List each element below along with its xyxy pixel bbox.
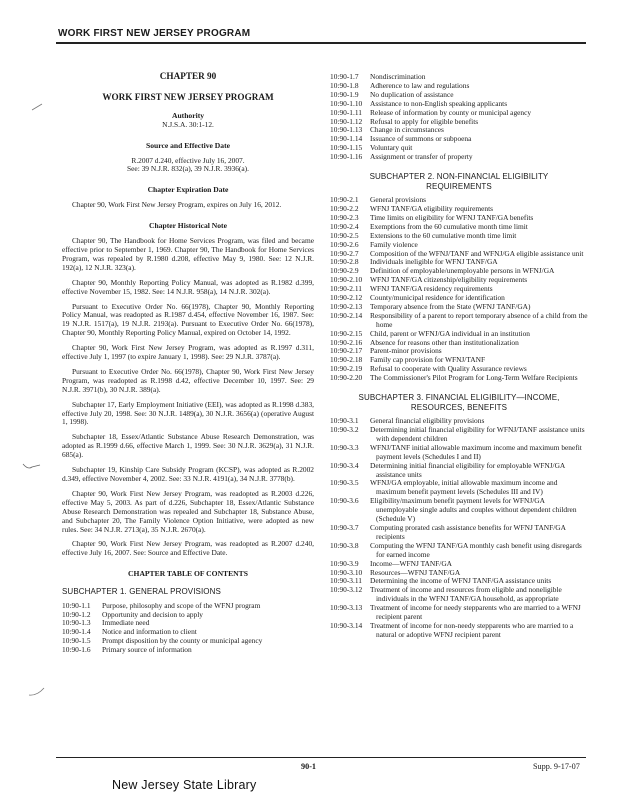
toc-entry-number: 10:90-1.6 xyxy=(62,645,91,655)
toc-entry-title: Resources—WFNJ TANF/GA xyxy=(370,567,461,577)
authority-heading: Authority xyxy=(171,110,205,120)
toc-entry-number: 10:90-1.7 xyxy=(330,72,359,81)
toc-entry-title: Refusal to cooperate with Quality Assurance reviews xyxy=(370,364,527,374)
expiration-text: Chapter 90, Work First New Jersey Program, expires on July 16, 2012. xyxy=(72,200,282,210)
toc-entry-title: Opportunity and decision to apply xyxy=(102,609,203,619)
chapter-title: CHAPTER 90 xyxy=(159,71,217,81)
history-paragraph: Pursuant to Executive Order No. 66(1978), Chapter 90, Monthly Reporting Policy Manual, was readopted as R.1987 d.454, effective November 16, 1987. See: 19 N.J.R. 1517(a), 19 N.J.R. 2193(a). Pursuant to Executive Order No. 66(1978), Chapter 90, Monthly Reporting Policy Manual, expired on October 14, 1992. xyxy=(62,301,314,338)
history-heading: Chapter Historical Note xyxy=(149,221,227,231)
toc-entry-number: 10:90-2.16 xyxy=(330,337,363,347)
toc-entry-number: 10:90-2.11 xyxy=(330,284,362,294)
toc-entry-number: 10:90-1.4 xyxy=(62,627,91,637)
history-paragraph: Pursuant to Executive Order No. 66(1978), Chapter 90, Work First New Jersey Program, was readopted as R.1998 d.42, effective December 10, 1997. See: 29 N.J.R. 3971(b), 30 N.J.R. 389(a). xyxy=(62,366,314,394)
toc-entry-number: 10:90-1.16 xyxy=(330,152,363,162)
expiration-heading: Chapter Expiration Date xyxy=(147,185,229,195)
toc-entry xyxy=(62,611,314,620)
toc-entry-title: WFNJ/TANF initial allowable maximum income and maximum benefit payment levels (Schedules I and II) xyxy=(370,442,582,461)
toc-entry-number: 10:90-2.3 xyxy=(330,212,359,222)
toc-entry-title: Composition of the WFNJ/TANF and WFNJ/GA eligible assistance unit xyxy=(370,248,584,258)
toc-entry-number: 10:90-2.1 xyxy=(330,195,359,205)
toc-entry-number: 10:90-2.10 xyxy=(330,275,363,285)
toc-entry-title: Treatment of income and resources from eligible and noneligible individuals in the WFNJ TANF/GA household, as appropriate xyxy=(370,585,562,604)
toc-entry-number: 10:90-1.5 xyxy=(62,636,91,646)
toc-entry-title: WFNJ TANF/GA eligibility requirements xyxy=(370,203,494,213)
toc-entry-number: 10:90-1.8 xyxy=(330,80,359,90)
left-column xyxy=(62,70,314,655)
toc-entry-number: 10:90-3.1 xyxy=(330,416,359,426)
history-paragraph: Chapter 90, The Handbook for Home Services Program, was filed and became effective prior to September 1, 1969. Chapter 90, The Handbook for Home Services Program, was repealed by R.1980 d.208, effective May 9, 1980. See: 12 N.J.R. 192(a), 12 N.J.R. 323(a). xyxy=(62,236,314,272)
toc-entry-title: Voluntary quit xyxy=(370,143,413,153)
toc-entry-number: 10:90-2.8 xyxy=(330,257,359,267)
margin-mark-icon xyxy=(22,462,42,472)
subchapter-2-list xyxy=(330,196,588,383)
toc-entry xyxy=(330,135,588,144)
subchapter-1-list xyxy=(62,602,314,655)
toc-entry-title: No duplication of assistance xyxy=(370,89,454,99)
toc-entry-number: 10:90-2.2 xyxy=(330,203,359,213)
toc-entry-number: 10:90-2.6 xyxy=(330,239,359,249)
toc-entry-title: General provisions xyxy=(370,195,427,205)
subchapter-3-heading-line-1: SUBCHAPTER 3. FINANCIAL ELIGIBILITY—INCOME, xyxy=(358,393,560,403)
toc-entry-number: 10:90-3.14 xyxy=(330,620,363,630)
margin-mark-icon xyxy=(28,686,46,698)
toc-entry xyxy=(330,586,588,604)
toc-entry-number: 10:90-3.7 xyxy=(330,522,359,532)
toc-entry-number: 10:90-2.19 xyxy=(330,364,363,374)
toc-entry-number: 10:90-1.14 xyxy=(330,134,363,144)
toc-entry-title: Determining initial financial eligibility for employable WFNJ/GA assistance units xyxy=(370,460,565,479)
subchapter-3-list xyxy=(330,417,588,640)
toc-entry-title: Issuance of summons or subpoena xyxy=(370,134,472,144)
toc-entry-title: Extensions to the 60 cumulative month time limit xyxy=(370,230,517,240)
history-paragraph: Chapter 90, Work First New Jersey Program, was readopted as R.2007 d.240, effective July 16, 2007. See: Source and Effective Date. xyxy=(62,539,314,558)
toc-entry-title: Time limits on eligibility for WFNJ TANF/GA benefits xyxy=(370,212,534,222)
toc-entry-title: Parent-minor provisions xyxy=(370,346,442,356)
source-text-2: See: 39 N.J.R. 832(a), 39 N.J.R. 3936(a). xyxy=(127,164,249,174)
toc-entry-title: WFNJ TANF/GA citizenship/eligibility requirements xyxy=(370,275,528,285)
toc-entry-title: Purpose, philosophy and scope of the WFNJ program xyxy=(102,600,261,610)
toc-entry xyxy=(330,339,588,348)
history-paragraph: Chapter 90, Work First New Jersey Program, was adopted as R.1997 d.311, effective July 1, 1997 (to expire January 1, 1998). See: 29 N.J.R. 3787(a). xyxy=(62,343,314,362)
toc-entry-number: 10:90-2.15 xyxy=(330,328,363,338)
toc-entry-number: 10:90-2.18 xyxy=(330,355,363,365)
source-heading: Source and Effective Date xyxy=(145,140,230,150)
header-rule xyxy=(56,42,586,44)
toc-entry-title: Treatment of income for non-needy stepparents who are married to a natural or adoptive WFNJ recipient parent xyxy=(370,620,574,639)
toc-entry xyxy=(62,646,314,655)
toc-entry xyxy=(330,82,588,91)
toc-entry xyxy=(330,232,588,241)
toc-entry-number: 10:90-3.4 xyxy=(330,460,359,470)
toc-entry xyxy=(330,462,588,480)
page-number: 90-1 xyxy=(301,762,317,771)
toc-entry-number: 10:90-2.14 xyxy=(330,310,363,320)
history-paragraph: Chapter 90, Work First New Jersey Program, was readopted as R.2003 d.226, effective May 5, 2003. As part of d.226, Subchapter 18, Essex/Atlantic Substance Abuse Research Demonstration was repealed and Subchapter 18, Substance Abuse, and Subchapter 20, The Family Violence Option Initiative, were adopted as new rules. See: 34 N.J.R. 2713(a), 35 N.J.R. 2670(a). xyxy=(62,488,314,534)
toc-entry-title: Immediate need xyxy=(102,618,150,628)
toc-entry-title: Family cap provision for WFNJ/TANF xyxy=(370,355,486,365)
toc-heading: CHAPTER TABLE OF CONTENTS xyxy=(128,569,248,579)
library-stamp: New Jersey State Library xyxy=(112,778,257,792)
toc-entry-title: The Commissioner's Pilot Program for Long-Term Welfare Recipients xyxy=(370,373,578,383)
toc-entry-title: Family violence xyxy=(370,239,418,249)
toc-entry-number: 10:90-1.10 xyxy=(330,98,363,108)
toc-entry-number: 10:90-2.9 xyxy=(330,266,359,276)
toc-entry-number: 10:90-3.2 xyxy=(330,425,359,434)
toc-entry-number: 10:90-3.3 xyxy=(330,442,359,452)
toc-entry-title: Prompt disposition by the county or municipal agency xyxy=(102,636,263,646)
toc-entry-number: 10:90-3.12 xyxy=(330,585,363,595)
history-paragraph: Subchapter 18, Essex/Atlantic Substance Abuse Research Demonstration, was adopted as R.1999 d.66, effective March 1, 1999. See: 30 N.J.R. 3629(a), 31 N.J.R. 685(a). xyxy=(62,432,314,460)
toc-entry xyxy=(330,622,588,640)
toc-entry-title: Refusal to apply for eligible benefits xyxy=(370,116,479,126)
toc-entry xyxy=(330,542,588,560)
toc-entry-number: 10:90-1.13 xyxy=(330,125,363,135)
source-text-1: R.2007 d.240, effective July 16, 2007. xyxy=(131,155,245,165)
toc-entry-title: WFNJ TANF/GA residency requirements xyxy=(370,284,493,294)
toc-entry-number: 10:90-1.15 xyxy=(330,143,363,153)
toc-entry xyxy=(330,497,588,524)
toc-entry-title: Treatment of income for needy stepparents who are married to a WFNJ recipient parent xyxy=(370,603,581,622)
toc-entry-number: 10:90-3.8 xyxy=(330,540,359,550)
toc-entry-title: Eligibility/maximum benefit payment levels for WFNJ/GA unemployable single adults and couples without dependent children (Schedule V) xyxy=(370,496,577,524)
history-paragraph: Chapter 90, Monthly Reporting Policy Manual, was adopted as R.1982 d.399, effective November 15, 1982. See: 14 N.J.R. 958(a), 14 N.J.R. 302(a). xyxy=(62,277,314,296)
subchapter-2-heading-line-2: REQUIREMENTS xyxy=(426,181,492,191)
toc-entry-number: 10:90-1.12 xyxy=(330,116,363,126)
toc-entry-number: 10:90-3.11 xyxy=(330,576,362,586)
toc-entry-title: Release of information by county or municipal agency xyxy=(370,107,532,117)
toc-entry-number: 10:90-3.13 xyxy=(330,603,363,613)
toc-entry-title: Adherence to law and regulations xyxy=(370,80,470,90)
toc-entry-number: 10:90-1.1 xyxy=(62,600,91,610)
toc-entry-title: Primary source of information xyxy=(102,645,192,655)
toc-entry-title: WFNJ/GA employable, initial allowable maximum income and maximum benefit payment levels (Schedules III and IV) xyxy=(370,478,558,497)
subchapter-3-heading xyxy=(330,393,588,412)
subchapter-2-heading xyxy=(330,172,588,191)
toc-entry-title: Responsibility of a parent to report temporary absence of a child from the home xyxy=(370,310,588,329)
margin-mark-icon xyxy=(30,102,44,112)
toc-entry-title: Exemptions from the 60 cumulative month time limit xyxy=(370,221,528,231)
toc-entry xyxy=(330,479,588,497)
toc-entry-title: Determining initial financial eligibility for WFNJ/TANF assistance units with dependent children xyxy=(370,425,585,443)
authority-text: N.J.S.A. 30:1-12. xyxy=(162,119,214,129)
toc-entry-number: 10:90-1.9 xyxy=(330,89,359,99)
toc-entry-number: 10:90-2.7 xyxy=(330,248,359,258)
toc-entry-number: 10:90-2.12 xyxy=(330,293,363,303)
toc-entry xyxy=(330,312,588,330)
subchapter-1-heading: SUBCHAPTER 1. GENERAL PROVISIONS xyxy=(62,587,221,597)
toc-entry-number: 10:90-2.5 xyxy=(330,230,359,240)
toc-entry xyxy=(330,118,588,127)
toc-entry-number: 10:90-1.11 xyxy=(330,107,362,117)
toc-entry-title: General financial eligibility provisions xyxy=(370,416,485,426)
subchapter-1-continued-list xyxy=(330,73,588,162)
toc-entry-title: Absence for reasons other than institutionalization xyxy=(370,337,519,347)
subchapter-3-heading-line-2: RESOURCES, BENEFITS xyxy=(410,402,508,412)
toc-entry-number: 10:90-2.4 xyxy=(330,221,359,231)
supplement-date: Supp. 9-17-07 xyxy=(533,762,580,771)
toc-entry-title: Notice and information to client xyxy=(102,627,197,637)
toc-entry xyxy=(330,604,588,622)
toc-entry-title: Change in circumstances xyxy=(370,125,444,135)
toc-entry-title: Determining the income of WFNJ TANF/GA assistance units xyxy=(370,576,552,586)
history-paragraph: Subchapter 19, Kinship Care Subsidy Program (KCSP), was adopted as R.2002 d.349, effective November 4, 2002. See: 33 N.J.R. 4191(a), 34 N.J.R. 3778(b). xyxy=(62,465,314,483)
toc-entry-number: 10:90-1.3 xyxy=(62,618,91,628)
toc-entry-title: Income—WFNJ TANF/GA xyxy=(370,558,452,568)
toc-entry xyxy=(330,524,588,542)
toc-entry-number: 10:90-2.17 xyxy=(330,346,363,356)
toc-entry-title: County/municipal residence for identification xyxy=(370,293,505,303)
toc-entry-title: Child, parent or WFNJ/GA individual in an institution xyxy=(370,328,530,338)
toc-entry-number: 10:90-3.10 xyxy=(330,567,363,577)
toc-entry-number: 10:90-1.2 xyxy=(62,609,91,619)
toc-entry-number: 10:90-2.13 xyxy=(330,301,363,311)
toc-entry xyxy=(330,444,588,462)
running-header: WORK FIRST NEW JERSEY PROGRAM xyxy=(58,28,251,39)
right-column xyxy=(330,73,588,640)
toc-entry xyxy=(330,426,588,444)
history-paragraph: Subchapter 17, Early Employment Initiative (EEI), was adopted as R.1998 d.383, effective July 20, 1998. See: 30 N.J.R. 1489(a), 30 N.J.R. 3656(a) (operative August 1, 1998). xyxy=(62,399,314,427)
toc-entry-number: 10:90-3.9 xyxy=(330,558,359,568)
toc-entry-number: 10:90-3.5 xyxy=(330,478,359,488)
toc-entry-title: Temporary absence from the State (WFNJ TANF/GA) xyxy=(370,301,531,311)
toc-entry-number: 10:90-2.20 xyxy=(330,373,363,383)
program-title: WORK FIRST NEW JERSEY PROGRAM xyxy=(102,91,274,102)
toc-entry-title: Individuals ineligible for WFNJ TANF/GA xyxy=(370,257,498,267)
toc-entry xyxy=(330,374,588,383)
toc-entry-title: Assistance to non-English speaking applicants xyxy=(370,98,508,108)
toc-entry-title: Definition of employable/unemployable persons in WFNJ/GA xyxy=(370,266,555,276)
subchapter-2-heading-line-1: SUBCHAPTER 2. NON-FINANCIAL ELIGIBILITY xyxy=(369,172,549,182)
toc-entry-title: Computing prorated cash assistance benefits for WFNJ TANF/GA recipients xyxy=(370,522,566,541)
toc-entry xyxy=(330,153,588,162)
toc-entry-title: Nondiscrimination xyxy=(370,72,426,81)
toc-entry-title: Assignment or transfer of property xyxy=(370,152,473,162)
toc-entry-number: 10:90-3.6 xyxy=(330,496,359,506)
toc-entry-title: Computing the WFNJ TANF/GA monthly cash benefit using disregards for earned income xyxy=(370,540,582,559)
footer-rule xyxy=(56,757,586,758)
